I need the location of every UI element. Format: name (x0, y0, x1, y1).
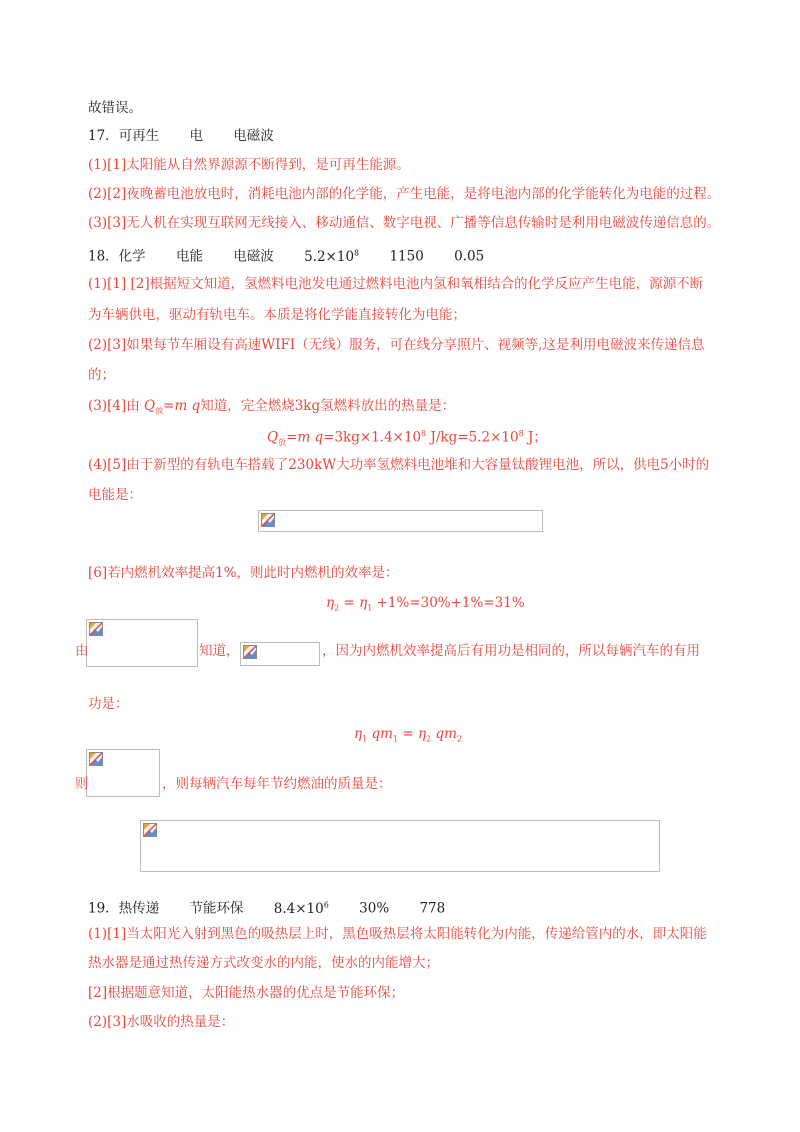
answer-item: 1150 (389, 248, 424, 265)
question-number: 18．化学 (88, 248, 146, 265)
answer-item: 节能环保 (189, 900, 244, 917)
answer-19 (88, 895, 445, 919)
explanation-line: 的； (88, 367, 115, 383)
answer-item: 778 (419, 900, 446, 917)
formula-line: $\eta_2 = \eta_1 +1\%=30\%+1\%=31\%$ (326, 595, 525, 613)
explanation-line: (3)[3]无人机在实现互联网无线接入、移动通信、数字电视、广播等信息传输时是利用电磁波传递信息的。 (88, 215, 721, 231)
answer-item: 电磁波 (233, 248, 274, 265)
formula-image (240, 642, 320, 666)
explanation-line: [2]根据题意知道，太阳能热水器的优点是节能环保； (88, 985, 405, 1001)
explanation-text: ，因为内燃机效率提高后有用功是相同的，所以每辆汽车的有用 (322, 643, 700, 659)
explanation-line: (1)[1]当太阳光入射到黑色的吸热层上时，黑色吸热层将太阳能转化为内能，传递给管内的水，即太阳能 (88, 926, 707, 942)
text-line: 故错误。 (88, 100, 142, 116)
answer-item: 电能 (175, 248, 203, 265)
formula-line: $Q_放=m$ $q=3kg\times 1.4\times 10^8$ $J/kg=5.2\times 10^8$ J； (267, 429, 547, 448)
answer-item: 电 (189, 128, 203, 144)
answer-18 (88, 243, 484, 267)
answer-17 (88, 126, 274, 146)
answer-item: $5.2\times 10^8$ (304, 248, 360, 265)
formula-image (258, 510, 543, 532)
formula-image (86, 619, 198, 667)
broken-image-icon (143, 823, 157, 837)
question-number: 17．可再生 (88, 128, 160, 144)
answer-item: 0.05 (454, 248, 485, 265)
explanation-line: (1)[1]太阳能从自然界源源不断得到，是可再生能源。 (88, 157, 410, 173)
answer-item: $8.4\times 10^6$ (273, 900, 329, 917)
explanation-line: 功是： (88, 696, 129, 712)
explanation-line: 电能是： (88, 487, 142, 503)
explanation-line: (2)[3]水吸收的热量是： (88, 1014, 235, 1030)
broken-image-icon (89, 622, 103, 636)
explanation-line: (4)[5]由于新型的有轨电车搭载了230kW大功率氢燃料电池堆和大容量钛酸锂电池，所以，供电5小时的 (88, 457, 710, 473)
broken-image-icon (261, 513, 275, 527)
explanation-text: ，则每辆汽车每年节约燃油的质量是： (162, 776, 392, 792)
broken-image-icon (89, 752, 103, 766)
formula-image (140, 820, 660, 872)
explanation-line: 热水器是通过热传递方式改变水的内能，使水的内能增大； (88, 955, 439, 971)
explanation-line: [6]若内燃机效率提高1%，则此时内燃机的效率是： (88, 565, 399, 581)
formula-image (86, 749, 160, 797)
question-number: 19．热传递 (88, 900, 160, 917)
explanation-text: 则 (75, 776, 89, 792)
formula-line: $\eta_1$ $qm_1 = \eta_2$ $qm_2$ (354, 726, 462, 744)
explanation-line: (1)[1] [2]根据短文知道，氢燃料电池发电通过燃料电池内氢和氧相结合的化学反应产生电能，源源不断 (88, 276, 704, 292)
answer-item: 30% (359, 900, 390, 917)
answer-item: 电磁波 (233, 128, 274, 144)
broken-image-icon (243, 645, 257, 659)
explanation-text: 知道， (199, 643, 240, 659)
explanation-line: 为车辆供电，驱动有轨电车。本质是将化学能直接转化为电能； (88, 307, 466, 323)
explanation-line: (2)[3]如果每节车厢设有高速WIFI（无线）服务，可在线分享照片、视频等,这是利用电磁波来传递信息 (88, 337, 705, 353)
explanation-line: (2)[2]夜晚蓄电池放电时，消耗电池内部的化学能，产生电能，是将电池内部的化学能转化为电能的过程。 (88, 186, 721, 202)
explanation-text: 由 (75, 643, 89, 659)
explanation-line: (3)[4]由 $Q_放=m$ q知道，完全燃烧3kg氢燃料放出的热量是： (88, 398, 456, 416)
